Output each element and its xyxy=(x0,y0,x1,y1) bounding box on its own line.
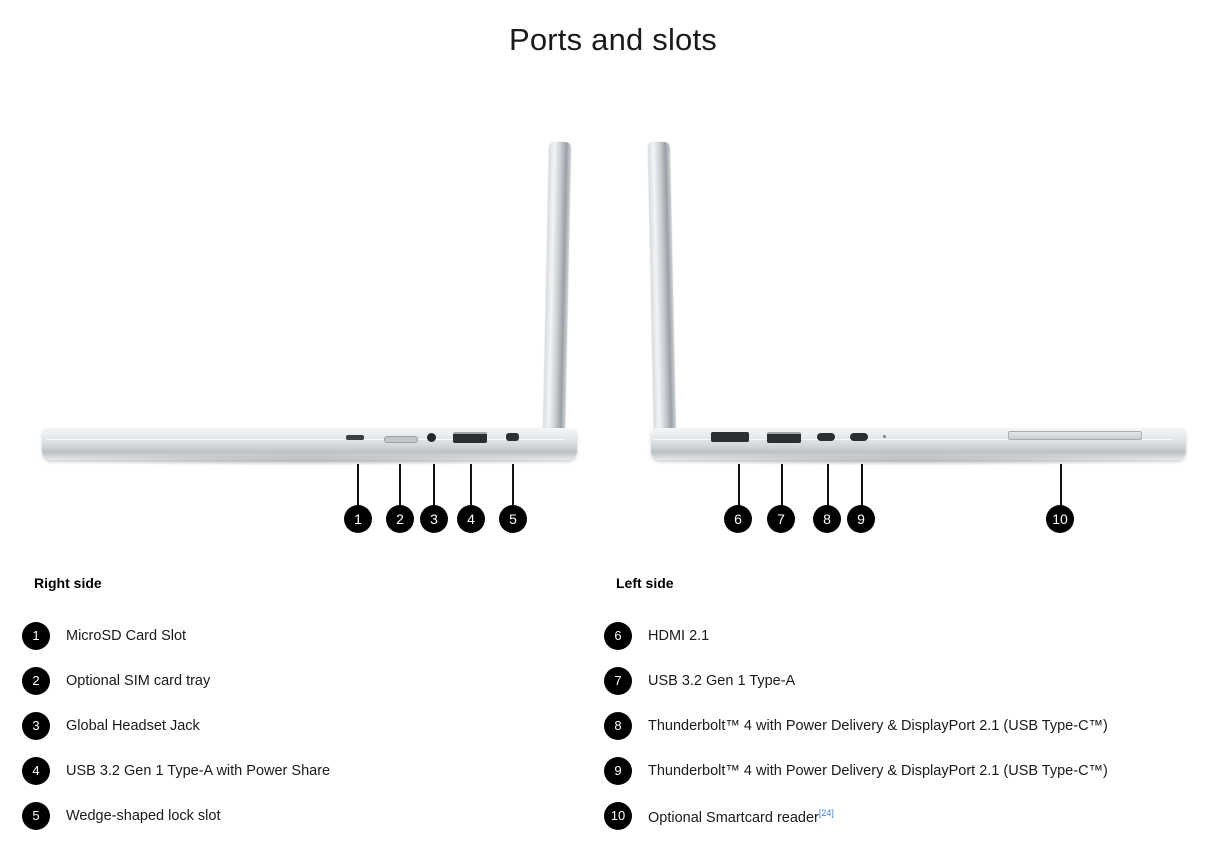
callout-badge-1: 1 xyxy=(344,505,372,533)
list-item xyxy=(22,658,582,703)
legend-column-left-side xyxy=(604,575,1164,838)
laptop-shadow xyxy=(659,454,1164,466)
legend-label-1: MicroSD Card Slot xyxy=(66,627,187,644)
port-hdmi xyxy=(711,432,749,442)
legend-badge-1: 1 xyxy=(22,622,50,650)
list-item xyxy=(22,613,582,658)
legend-label-5: Wedge-shaped lock slot xyxy=(66,807,221,824)
callout-badge-8: 8 xyxy=(813,505,841,533)
legend-badge-9: 9 xyxy=(604,757,632,785)
legend-label-9: Thunderbolt™ 4 with Power Delivery & DisplayPort 2.1 (USB Type-C™) xyxy=(648,762,1108,779)
port-microsd-slot xyxy=(346,435,364,440)
callout-badge-4: 4 xyxy=(457,505,485,533)
list-item xyxy=(604,703,1164,748)
port-usb-a xyxy=(767,432,801,443)
callout-badge-6: 6 xyxy=(724,505,752,533)
callout-badge-5: 5 xyxy=(499,505,527,533)
legend-badge-4: 4 xyxy=(22,757,50,785)
callout-badge-10: 10 xyxy=(1046,505,1074,533)
legend-badge-8: 8 xyxy=(604,712,632,740)
legend-heading-left: Left side xyxy=(616,575,674,591)
callout-badge-2: 2 xyxy=(386,505,414,533)
footnote-marker-24[interactable]: [24] xyxy=(818,808,834,819)
legend-badge-3: 3 xyxy=(22,712,50,740)
port-thunderbolt-1 xyxy=(817,433,835,441)
list-item xyxy=(604,748,1164,793)
legend-heading-right: Right side xyxy=(34,575,102,591)
callout-badge-9: 9 xyxy=(847,505,875,533)
legend-badge-7: 7 xyxy=(604,667,632,695)
port-wedge-lock-slot xyxy=(506,433,519,441)
ports-legend xyxy=(0,575,1226,857)
legend-label-7: USB 3.2 Gen 1 Type-A xyxy=(648,672,796,689)
legend-label-4: USB 3.2 Gen 1 Type-A with Power Share xyxy=(66,762,331,779)
list-item xyxy=(22,748,582,793)
legend-label-2: Optional SIM card tray xyxy=(66,672,211,689)
legend-badge-5: 5 xyxy=(22,802,50,830)
port-thunderbolt-2 xyxy=(850,433,868,441)
list-item xyxy=(604,793,1164,838)
list-item xyxy=(22,703,582,748)
legend-badge-2: 2 xyxy=(22,667,50,695)
list-item xyxy=(604,658,1164,703)
legend-label-10-text: Optional Smartcard reader xyxy=(648,809,819,826)
callout-badge-7: 7 xyxy=(767,505,795,533)
legend-column-right-side xyxy=(22,575,582,838)
laptop-left-side-illustration xyxy=(645,132,1190,527)
legend-badge-6: 6 xyxy=(604,622,632,650)
laptop-shadow xyxy=(52,454,557,466)
laptop-lid xyxy=(648,142,676,442)
port-sim-card-tray xyxy=(384,436,418,443)
callout-badge-3: 3 xyxy=(420,505,448,533)
ports-diagram xyxy=(0,60,1226,527)
port-headset-jack xyxy=(427,433,436,442)
page-title: Ports and slots xyxy=(508,22,718,57)
legend-label-6: HDMI 2.1 xyxy=(648,627,710,644)
legend-badge-10: 10 xyxy=(604,802,632,830)
legend-label-3: Global Headset Jack xyxy=(66,717,200,734)
port-smartcard-reader xyxy=(1008,431,1142,440)
list-item xyxy=(604,613,1164,658)
laptop-lid xyxy=(543,142,571,442)
laptop-right-side-illustration xyxy=(38,132,583,527)
list-item xyxy=(22,793,582,838)
laptop-base-highlight xyxy=(46,439,565,440)
microphone-hole-icon xyxy=(883,435,886,438)
port-usb-a-powershare xyxy=(453,432,487,443)
legend-label-8: Thunderbolt™ 4 with Power Delivery & DisplayPort 2.1 (USB Type-C™) xyxy=(648,717,1108,734)
legend-label-10 xyxy=(648,803,834,828)
